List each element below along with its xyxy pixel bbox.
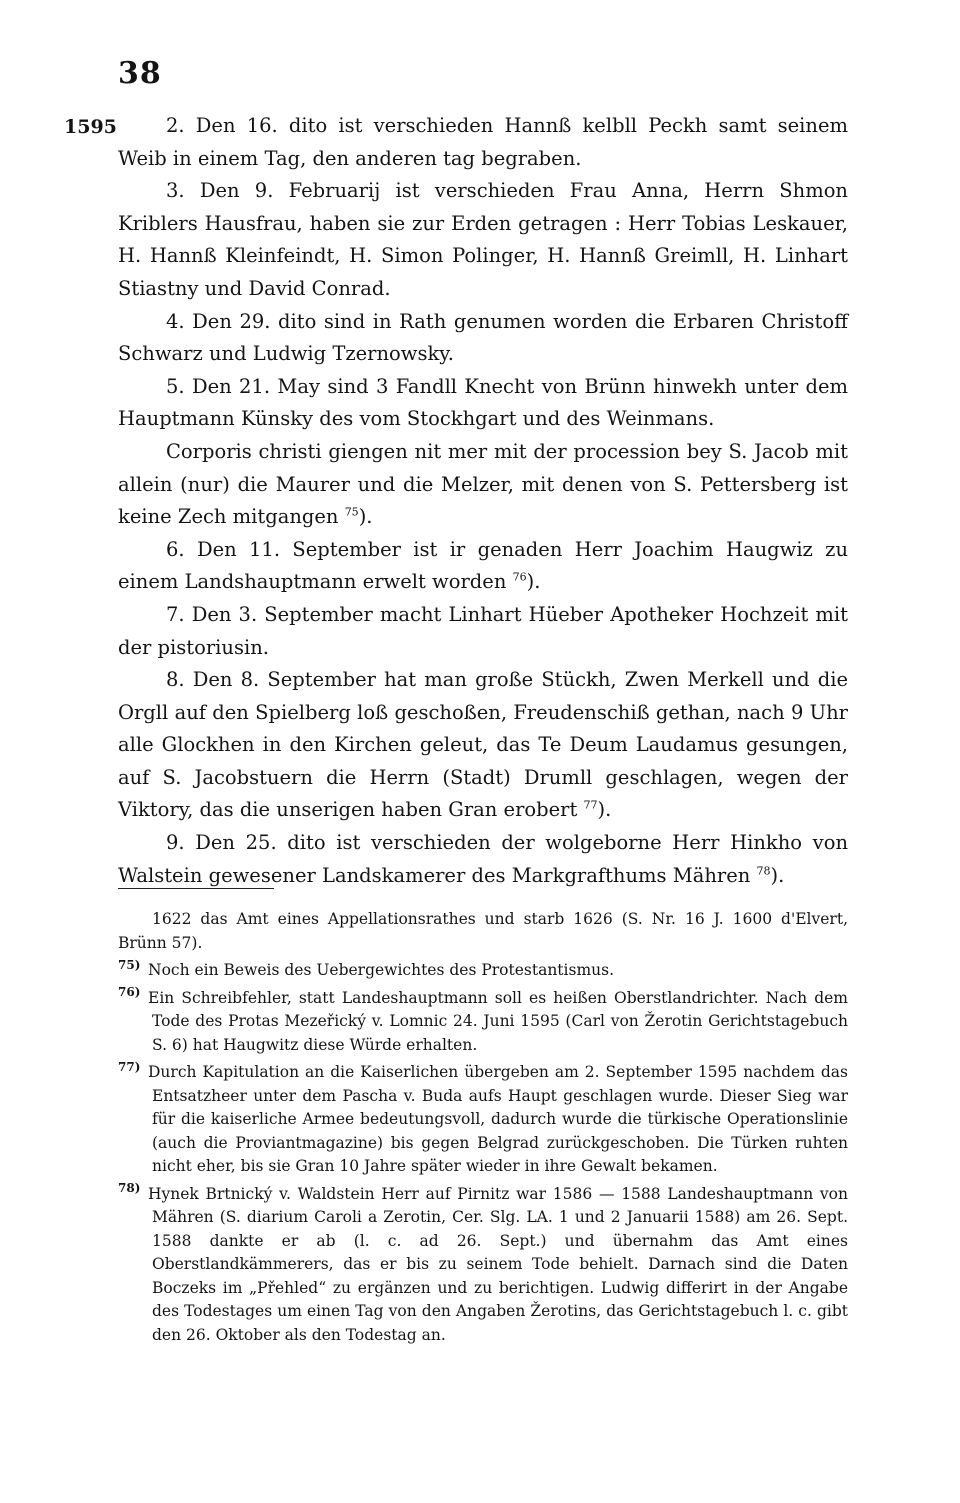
entry-text: 9. Den 25. dito ist verschieden der wolgeborne Herr Hinkho von Walstein gewesener Landskamerer des Markgrafthums Mähren (118, 831, 848, 887)
footnotes (118, 908, 848, 1351)
entry-tail: ). (526, 570, 541, 594)
entry-tail: ). (770, 863, 785, 887)
footnote-divider (118, 888, 274, 889)
entry-text: 6. Den 11. September ist ir genaden Herr Joachim Haugwiz zu einem Landshauptmann erwelt worden (118, 537, 848, 594)
footnote-75: 75) Noch ein Beweis des Uebergewichtes des Protestantismus. (118, 957, 615, 979)
entry-tail: ). (358, 505, 373, 529)
footnote-text: Ein Schreibfehler, statt Landeshauptmann soll es heißen Oberstlandrichter. Nach dem Tode des Protas Mezeřický v. Lomnic 24. Juni 1595 (Carl von Žerotin Gerichtstagebuch S. 6) hat Haugwitz diese Würde erhalten. (148, 988, 848, 1054)
footnote-continuation: 1622 das Amt eines Appellationsrathes und starb 1626 (S. Nr. 16 J. 1600 d'Elvert, Brünn 57). (118, 910, 848, 952)
footnote-77: 77) Durch Kapitulation an die Kaiserlichen übergeben am 2. September 1595 nachdem das Entsatzheer unter dem Pascha v. Buda aufs Haupt geschlagen wurde. Dieser Sieg war für die kaiserliche Armee bedeutungsvoll, dadurch wurde die türkische Operationslinie (auch die Proviantmagazine) bis gegen Belgrad zurückgeschoben. Die Türken ruhten nicht eher, bis sie Gran 10 Jahre später wieder in ihre Gewalt bekamen. (118, 1059, 848, 1175)
footnote-ref: 78 (756, 864, 771, 878)
footnote-ref: 76 (512, 570, 527, 584)
entry-text: Corporis christi giengen nit mer mit der procession bey S. Jacob mit allein (nur) die Maurer und die Melzer, mit denen von S. Pettersberg ist keine Zech mitgangen (118, 439, 848, 529)
entry-2: 2. Den 16. dito ist verschieden Hannß kelbll Peckh samt seinem Weib in einem Tag, den anderen tag begraben. (118, 114, 848, 170)
footnote-text: Hynek Brtnický v. Waldstein Herr auf Pirnitz war 1586 — 1588 Landeshauptmann von Mähren (S. diarium Caroli a Zerotin, Cer. Slg. LA. 1 und 2 Januarii 1588) am 26. Sept. 1588 dankte er ab (l. c. ad 26. Sept.) und übernahm das Amt eines Oberstlandkämmerers, das er bis zu seinem Tode behielt. Darnach sind die Daten Boczeks im „Přehled“ zu ergänzen und zu berichtigen. Ludwig differirt in der Angabe des Todestages um einen Tag von den Angaben Žerotins, das Gerichtstagebuch l. c. gibt den 26. Oktober als den Todestag an. (148, 1184, 848, 1344)
page-number: 38 (118, 56, 162, 91)
entry-corpus-christi (118, 436, 848, 534)
entry-tail: ). (597, 798, 612, 822)
footnote-76: 76) Ein Schreibfehler, statt Landeshauptmann soll es heißen Oberstlandrichter. Nach dem Tode des Protas Mezeřický v. Lomnic 24. Juni 1595 (Carl von Žerotin Gerichtstagebuch S. 6) hat Haugwitz diese Würde erhalten. (118, 985, 848, 1054)
footnote-text: Durch Kapitulation an die Kaiserlichen übergeben am 2. September 1595 nachdem das Entsatzheer unter dem Pascha v. Buda aufs Haupt geschlagen wurde. Dieser Sieg war für die kaiserliche Armee bedeutungsvoll, dadurch wurde die türkische Operationslinie (auch die Proviantmagazine) bis gegen Belgrad zurückgeschoben. Die Türken ruhten nicht eher, bis sie Gran 10 Jahre später wieder in ihre Gewalt bekamen. (148, 1063, 848, 1175)
footnote-78: 78) Hynek Brtnický v. Waldstein Herr auf Pirnitz war 1586 — 1588 Landeshauptmann von Mähren (S. diarium Caroli a Zerotin, Cer. Slg. LA. 1 und 2 Januarii 1588) am 26. Sept. 1588 dankte er ab (l. c. ad 26. Sept.) und übernahm das Amt eines Oberstlandkämmerers, das er bis zu seinem Tode behielt. Darnach sind die Daten Boczeks im „Přehled“ zu ergänzen und zu berichtigen. Ludwig differirt in der Angabe des Todestages um einen Tag von den Angaben Žerotins, das Gerichtstagebuch l. c. gibt den 26. Oktober als den Todestag an. (118, 1181, 848, 1344)
footnote-ref: 75 (344, 505, 359, 519)
entry-5: 5. Den 21. May sind 3 Fandll Knecht von Brünn hinwekh unter dem Hauptmann Künsky des vom Stockhgart und des Weinmans. (118, 374, 848, 431)
entry-6 (118, 534, 848, 599)
year-margin-note: 1595 (64, 116, 117, 138)
main-text (118, 110, 848, 892)
entry-8 (118, 664, 848, 827)
footnote-ref: 77 (583, 798, 598, 812)
entry-3: 3. Den 9. Februarij ist verschieden Frau Anna, Herrn Shmon Kriblers Hausfrau, haben sie zur Erden getragen : Herr Tobias Leskauer, H. Hannß Kleinfeindt, H. Simon Polinger, H. Hannß Greimll, H. Linhart Stiastny und David Conrad. (118, 179, 848, 300)
entry-9 (118, 827, 848, 892)
entry-text: 8. Den 8. September hat man große Stückh, Zwen Merkell und die Orgll auf den Spielberg loß geschoßen, Freudenschiß gethan, nach 9 Uhr alle Glockhen in den Kirchen geleut, das Te Deum Laudamus gesungen, auf S. Jacobstuern die Herrn (Stadt) Drumll geschlagen, wegen der Viktory, das die unserigen haben Gran erobert (118, 668, 848, 822)
entry-7: 7. Den 3. September macht Linhart Hüeber Apotheker Hochzeit mit der pistoriusin. (118, 602, 848, 659)
entry-4: 4. Den 29. dito sind in Rath genumen worden die Erbaren Christoff Schwarz und Ludwig Tzernowsky. (118, 309, 848, 366)
footnote-text: Noch ein Beweis des Uebergewichtes des Protestantismus. (148, 961, 615, 979)
